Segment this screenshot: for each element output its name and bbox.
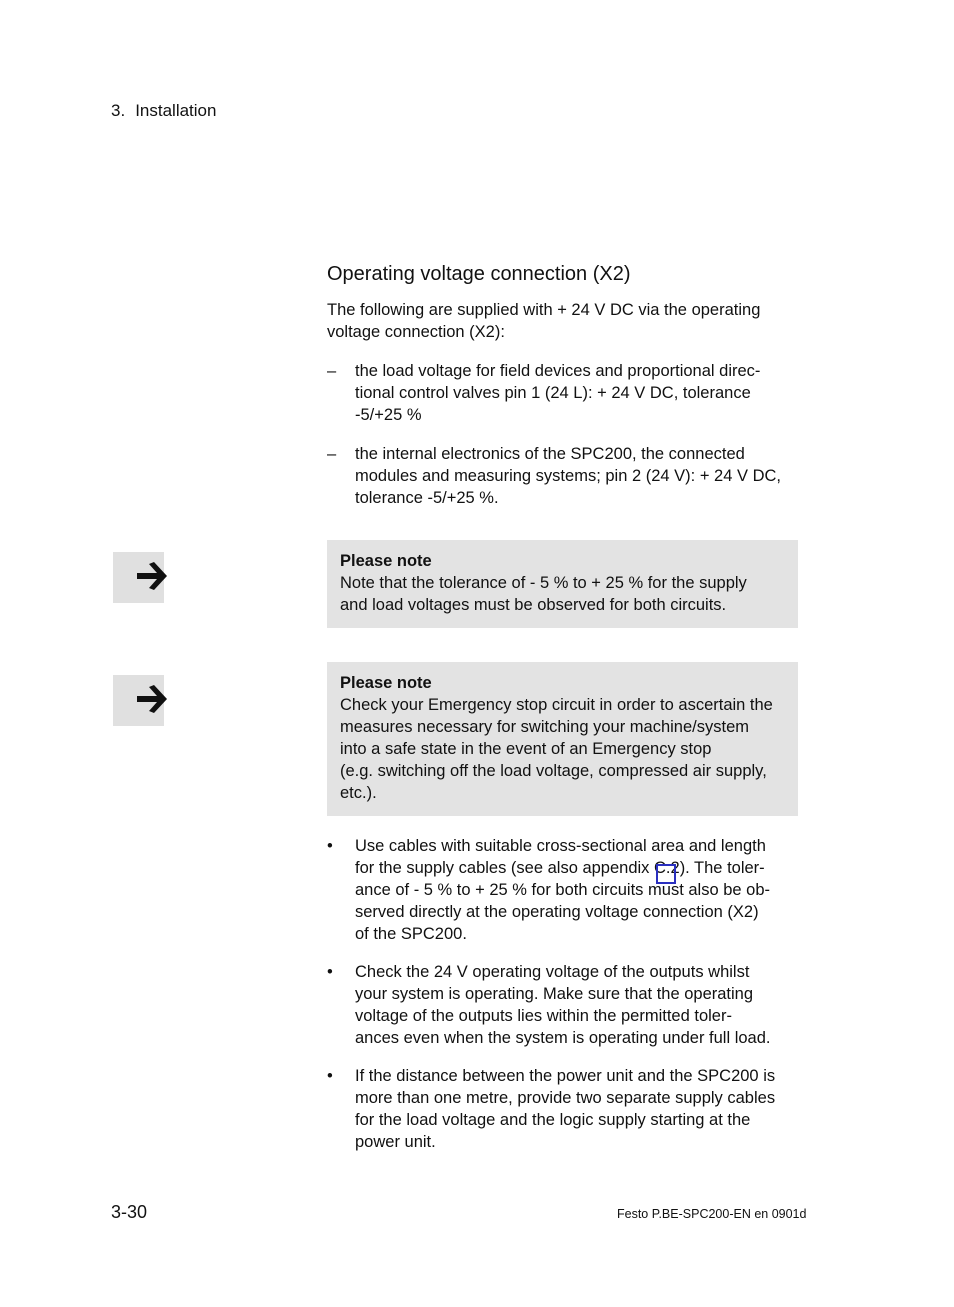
bullet-mark: • <box>327 837 333 855</box>
bullet-mark: • <box>327 963 333 981</box>
page-header <box>111 101 216 121</box>
text-line: voltage of the outputs lies within the permitted toler- <box>355 1007 732 1025</box>
text-line: -5/+25 % <box>355 406 422 424</box>
text-line: for the load voltage and the logic supply starting at the <box>355 1111 751 1129</box>
dash-mark: – <box>327 362 337 380</box>
text-line: ance of - 5 % to + 25 % for both circuits must also be ob- <box>355 881 770 899</box>
text-line: tolerance -5/+25 %. <box>355 489 499 507</box>
note-box <box>327 540 798 628</box>
text-line: Use cables with suitable cross-sectional area and length <box>355 837 766 855</box>
bullet-list-item <box>327 835 797 947</box>
text-line: (e.g. switching off the load voltage, compressed air supply, <box>340 762 767 780</box>
document-reference: Festo P.BE-SPC200-EN en 0901d <box>617 1207 807 1221</box>
text-line: ances even when the system is operating under full load. <box>355 1029 771 1047</box>
chapter-number: 3. <box>111 101 126 120</box>
text-line: Check your Emergency stop circuit in order to ascertain the <box>340 696 773 714</box>
selection-marker <box>656 864 676 884</box>
text-line: more than one metre, provide two separate supply cables <box>355 1089 776 1107</box>
page-number: 3-30 <box>111 1202 148 1222</box>
text-line: Check the 24 V operating voltage of the outputs whilst <box>355 963 750 981</box>
note-title: Please note <box>340 552 432 570</box>
dash-list-item <box>327 443 797 513</box>
text-line: power unit. <box>355 1133 436 1151</box>
text-line: your system is operating. Make sure that the operating <box>355 985 754 1003</box>
text-line: for the supply cables (see also appendix C.2). The toler- <box>355 859 765 877</box>
intro-paragraph: The following are supplied with + 24 V DC via the operating voltage connection (X2): <box>327 301 761 341</box>
arrow-right-icon <box>135 558 169 594</box>
note-title: Please note <box>340 674 432 692</box>
dash-list-item <box>327 360 797 430</box>
text-line: the internal electronics of the SPC200, the connected <box>355 445 745 463</box>
text-line: into a safe state in the event of an Emergency stop <box>340 740 712 758</box>
bullet-list-item <box>327 961 797 1051</box>
text-line: Note that the tolerance of - 5 % to + 25 % for the supply <box>340 574 747 592</box>
arrow-right-icon <box>135 681 169 717</box>
chapter-title: Installation <box>135 101 217 120</box>
text-line: and load voltages must be observed for both circuits. <box>340 596 727 614</box>
note-marker-tab <box>113 552 164 603</box>
note-box <box>327 662 798 816</box>
text-line: etc.). <box>340 784 377 802</box>
text-line: the load voltage for field devices and proportional direc- <box>355 362 761 380</box>
note-marker-tab <box>113 675 164 726</box>
text-line: served directly at the operating voltage connection (X2) <box>355 903 759 921</box>
text-line: If the distance between the power unit and the SPC200 is <box>355 1067 776 1085</box>
text-line: tional control valves pin 1 (24 L): + 24 V DC, tolerance <box>355 384 751 402</box>
text-line: of the SPC200. <box>355 925 467 943</box>
bullet-list-item <box>327 1065 797 1155</box>
section-title: Operating voltage connection (X2) <box>327 263 631 285</box>
text-line: measures necessary for switching your machine/system <box>340 718 749 736</box>
bullet-mark: • <box>327 1067 333 1085</box>
text-line: modules and measuring systems; pin 2 (24 V): + 24 V DC, <box>355 467 781 485</box>
dash-mark: – <box>327 445 337 463</box>
